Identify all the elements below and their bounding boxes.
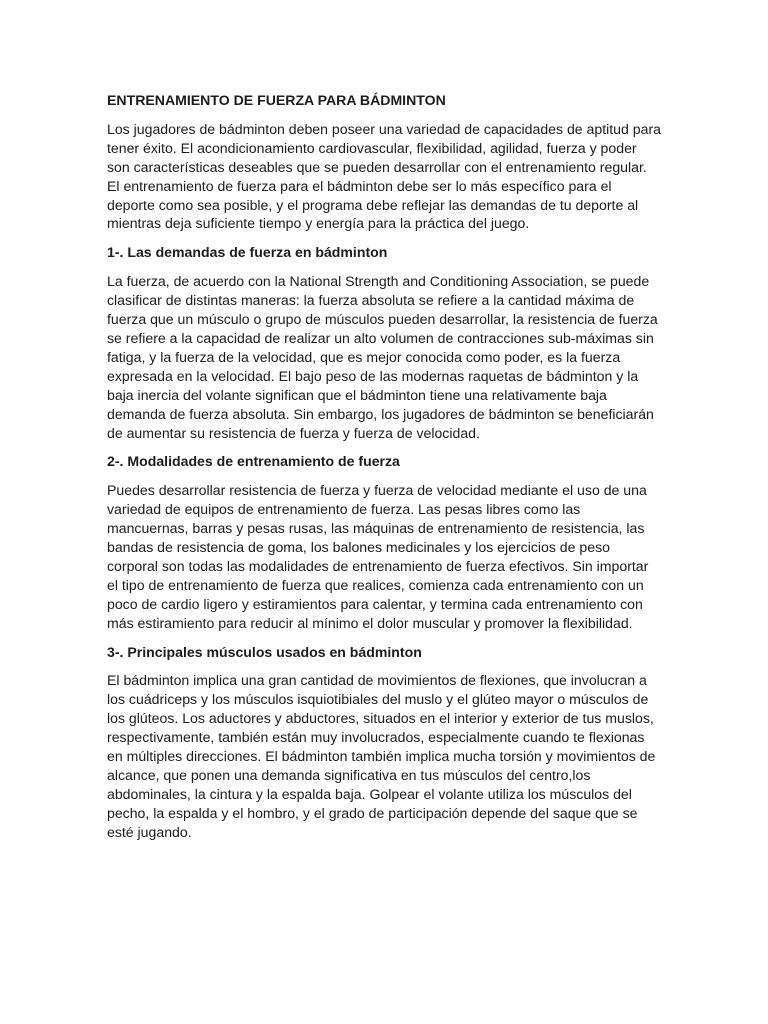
section-body-2: Puedes desarrollar resistencia de fuerza y fuerza de velocidad mediante el uso de una variedad de equipos de entrenamiento de fuerza. Las pesas libres como las mancuernas, barras y pesas rusas, las máquinas de entrenamiento de resistencia, las bandas de resistencia de goma, los balones medicinales y los ejercicios de peso corporal son todas las modalidades de entrenamiento de fuerza efectivos. Sin importar el tipo de entrenamiento de fuerza que realices, comienza cada entrenamiento con un poco de cardio ligero y estiramientos para calentar, y termina cada entrenamiento con más estiramiento para reducir al mínimo el dolor muscular y promover la flexibilidad. — [107, 482, 649, 631]
section-heading-3: 3-. Principales músculos usados en bádminton — [107, 643, 422, 660]
document-title: ENTRENAMIENTO DE FUERZA PARA BÁDMINTON — [107, 92, 446, 108]
document-page — [107, 91, 662, 852]
section-heading-1: 1-. Las demandas de fuerza en bádminton — [107, 244, 388, 261]
section-heading-2: 2-. Modalidades de entrenamiento de fuerza — [107, 453, 400, 470]
section-body-1: La fuerza, de acuerdo con la National Strength and Conditioning Association, se puede clasificar de distintas maneras: la fuerza absoluta se refiere a la cantidad máxima de fuerza que un músculo o grupo de músculos pueden desarrollar, la resistencia de fuerza se refiere a la capacidad de realizar un alto volumen de contracciones sub-máximas sin fatiga, y la fuerza de la velocidad, que es mejor conocida como poder, es la fuerza expresada en la velocidad. El bajo peso de las modernas raquetas de bádminton y la baja inercia del volante significan que el bádminton tiene una relativamente baja demanda de fuerza absoluta. Sin embargo, los jugadores de bádminton se beneficiarán de aumentar su resistencia de fuerza y fuerza de velocidad. — [107, 273, 658, 441]
section-body-3: El bádminton implica una gran cantidad de movimientos de flexiones, que involucran a los cuádriceps y los músculos isquiotibiales del muslo y el glúteo mayor o músculos de los glúteos. Los aductores y abductores, situados en el interior y exterior de tus muslos, respectivamente, también están muy involucrados, especialmente cuando te flexionas en múltiples direcciones. El bádminton también implica mucha torsión y movimientos de alcance, que ponen una demanda significativa en tus músculos del centro,los abdominales, la cintura y la espalda baja. Golpear el volante utiliza los músculos del pecho, la espalda y el hombro, y el grado de participación depende del saque que se esté jugando. — [107, 672, 656, 840]
intro-paragraph: Los jugadores de bádminton deben poseer una variedad de capacidades de aptitud para tener éxito. El acondicionamiento cardiovascular, flexibilidad, agilidad, fuerza y poder son características deseables que se pueden desarrollar con el entrenamiento regular. El entrenamiento de fuerza para el bádminton debe ser lo más específico para el deporte como sea posible, y el programa debe reflejar las demandas de tu deporte al mientras deja suficiente tiempo y energía para la práctica del juego. — [107, 120, 661, 232]
